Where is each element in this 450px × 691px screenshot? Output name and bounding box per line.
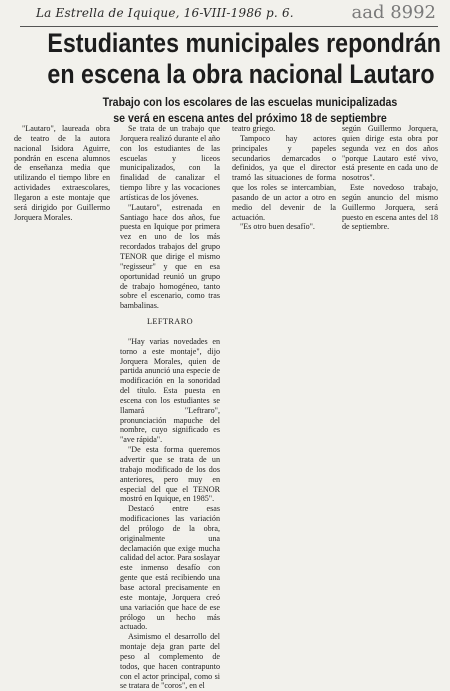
paragraph: según Guillermo Jorquera, quien dirige esta obra por segunda vez en dos años "porque Lautaro esté vivo, está presente en cada uno de nosotros". <box>342 124 438 183</box>
paragraph: "Hay varias novedades en torno a este montaje", dijo Jorquera Morales, quien de partida anunció una especie de modificación en la sonoridad del título. Esta puesta en escena con los estudiantes se llamará "Leftraro", pronunciación mapuche del nombre, cuyo significado es "ave rápida". <box>120 336 220 445</box>
section-subhead: LEFTRARO <box>146 317 194 327</box>
paragraph: "Lautaro", estrenada en Santiago hace dos años, fue puesta en Iquique por primera vez en uno de los más recordados trabajos del grupo TENOR que dirige el mismo "regisseur" y que en esa oportunidad reunió un grupo de trabajo homogéneo, tanto sobre el escenario, como tras bambalinas. <box>120 202 220 311</box>
paragraph: Destacó entre esas modificaciones las variación del prólogo de la obra, originalmente una declamación que exige mucha calidad del actor. Para soslayar este inmenso desafío con gente que está recibiendo una base actoral precisamente en este montaje, Jorquera creó una variación que hace de ese prólogo un hecho más actuado. <box>120 504 221 632</box>
paragraph: Este novedoso trabajo, según anuncio del mismo Guillermo Jorquera, será puesto en escena antes del 18 de septiembre. <box>342 183 438 232</box>
top-rule <box>20 26 438 27</box>
handwritten-source-note: La Estrella de Iquique, 16-VIII-1986 p. 6. <box>36 6 294 20</box>
subheadline-line-2: se verá en escena antes del próximo 18 de septiembre <box>113 113 387 125</box>
paragraph: "Es otro buen desafío". <box>240 222 315 232</box>
paragraph: "Lautaro", laureada obra de teatro de la autora nacional Isidora Aguirre, pondrán en escena alumnos de enseñanza media que utilizando el tiempo libre en actividades extraescolares, llegaron a este montaje que será dirigido por Guillermo Jorquera Morales. <box>14 124 110 222</box>
column-2 <box>120 124 220 691</box>
headline <box>47 28 441 90</box>
column-4 <box>342 124 438 232</box>
column-3 <box>232 124 336 232</box>
paragraph: teatro griego. <box>232 124 276 133</box>
paragraph: "De esta forma queremos advertir que se trata de un trabajo modificado de los dos anteriores, pero muy en especial del que el TENOR mostró en Iquique, en 1985". <box>120 445 220 504</box>
paragraph: Tampoco hay actores principales y papeles secundarios demarcados o definidos, ya que el director tramó las situaciones de forma que los roles se intercambian, pasando de un actor a otro en medio del devenir de la actuación. <box>232 133 336 222</box>
subheadline-line-1: Trabajo con los escolares de las escuelas municipalizadas <box>102 97 398 109</box>
headline-line-2: en escena la obra nacional Lautaro <box>47 59 435 89</box>
paragraph: Se trata de un trabajo que Jorquera realizó durante el año con los estudiantes de las escuelas y liceos municipalizados, con la finalidad de canalizar el tiempo libre y las vocaciones artísticas de los jóvenes. <box>120 124 220 202</box>
subheadline <box>75 95 425 127</box>
paragraph: Asimismo el desarrollo del montaje deja gran parte del peso al complemento de todos, que hacen contrapunto con el actor principal, como si se tratara de "coros", en el <box>120 632 220 691</box>
column-1 <box>14 124 110 222</box>
headline-line-1: Estudiantes municipales repondrán <box>47 28 441 58</box>
handwritten-archive-code: aad 8992 <box>351 2 436 23</box>
